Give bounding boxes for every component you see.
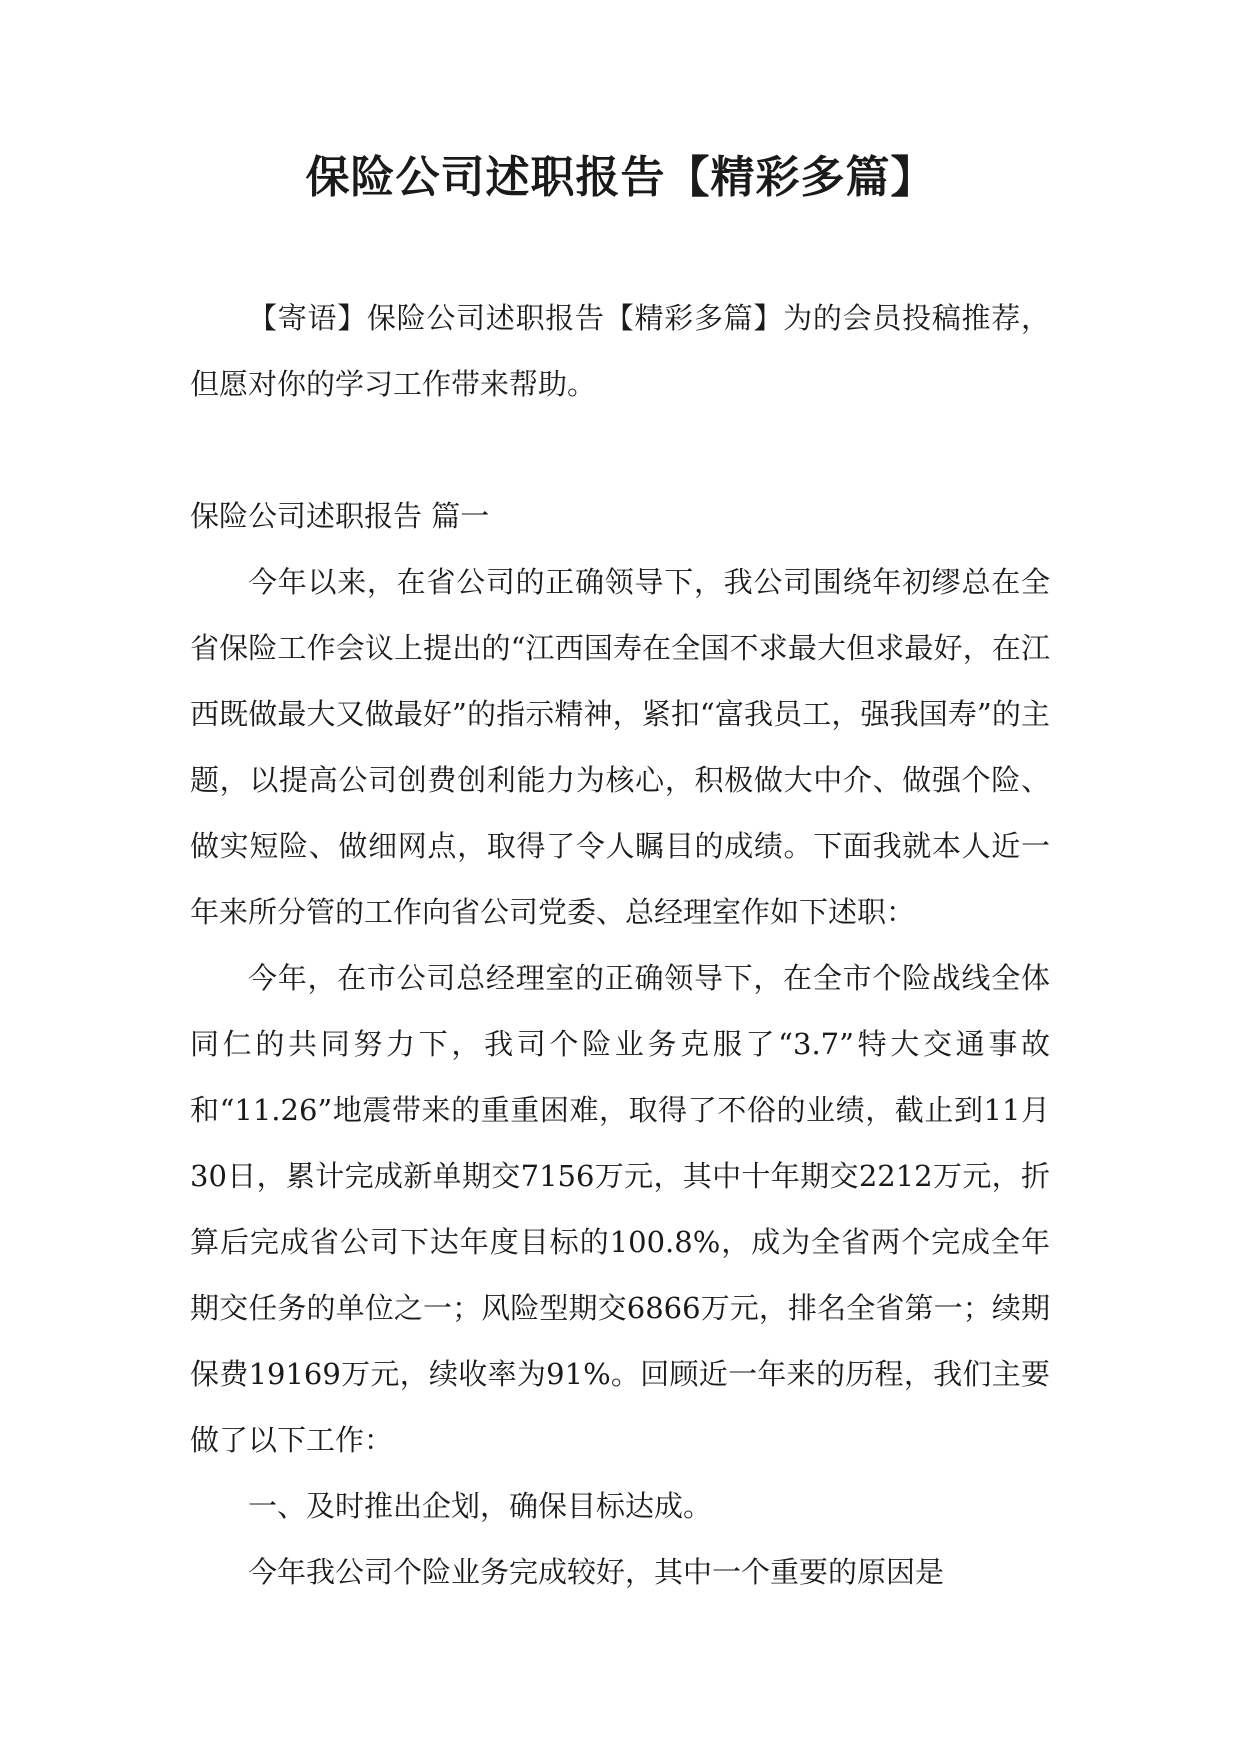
subsection-heading: 一、及时推出企划，确保目标达成。 xyxy=(248,1489,713,1523)
document-body xyxy=(190,285,1050,1605)
section-heading: 保险公司述职报告 篇一 xyxy=(190,499,490,533)
body-paragraph: 今年以来，在省公司的正确领导下，我公司围绕年初缪总在全省保险工作会议上提出的“江西国寿在全国不求最大但求最好，在江西既做最大又做最好”的指示精神，紧扣“富我员工，强我国寿”的主题，以提高公司创费创利能力为核心，积极做大中介、做强个险、做实短险、做细网点，取得了令人瞩目的成绩。下面我就本人近一年来所分管的工作向省公司党委、总经理室作如下述职： xyxy=(190,565,1050,929)
document-title: 保险公司述职报告【精彩多篇】 xyxy=(305,152,936,203)
intro-paragraph: 【寄语】保险公司述职报告【精彩多篇】为的会员投稿推荐，但愿对你的学习工作带来帮助。 xyxy=(190,301,1050,401)
body-paragraph: 今年我公司个险业务完成较好，其中一个重要的原因是 xyxy=(248,1555,945,1589)
body-paragraph: 今年，在市公司总经理室的正确领导下，在全市个险战线全体同仁的共同努力下，我司个险业务克服了“3.7”特大交通事故和“11.26”地震带来的重重困难，取得了不俗的业绩，截止到11月30日，累计完成新单期交7156万元，其中十年期交2212万元，折算后完成省公司下达年度目标的100.8%，成为全省两个完成全年期交任务的单位之一；风险型期交6866万元，排名全省第一；续期保费19169万元，续收率为91%。回顾近一年来的历程，我们主要做了以下工作： xyxy=(190,961,1050,1457)
paragraph-spacer xyxy=(190,417,1050,483)
